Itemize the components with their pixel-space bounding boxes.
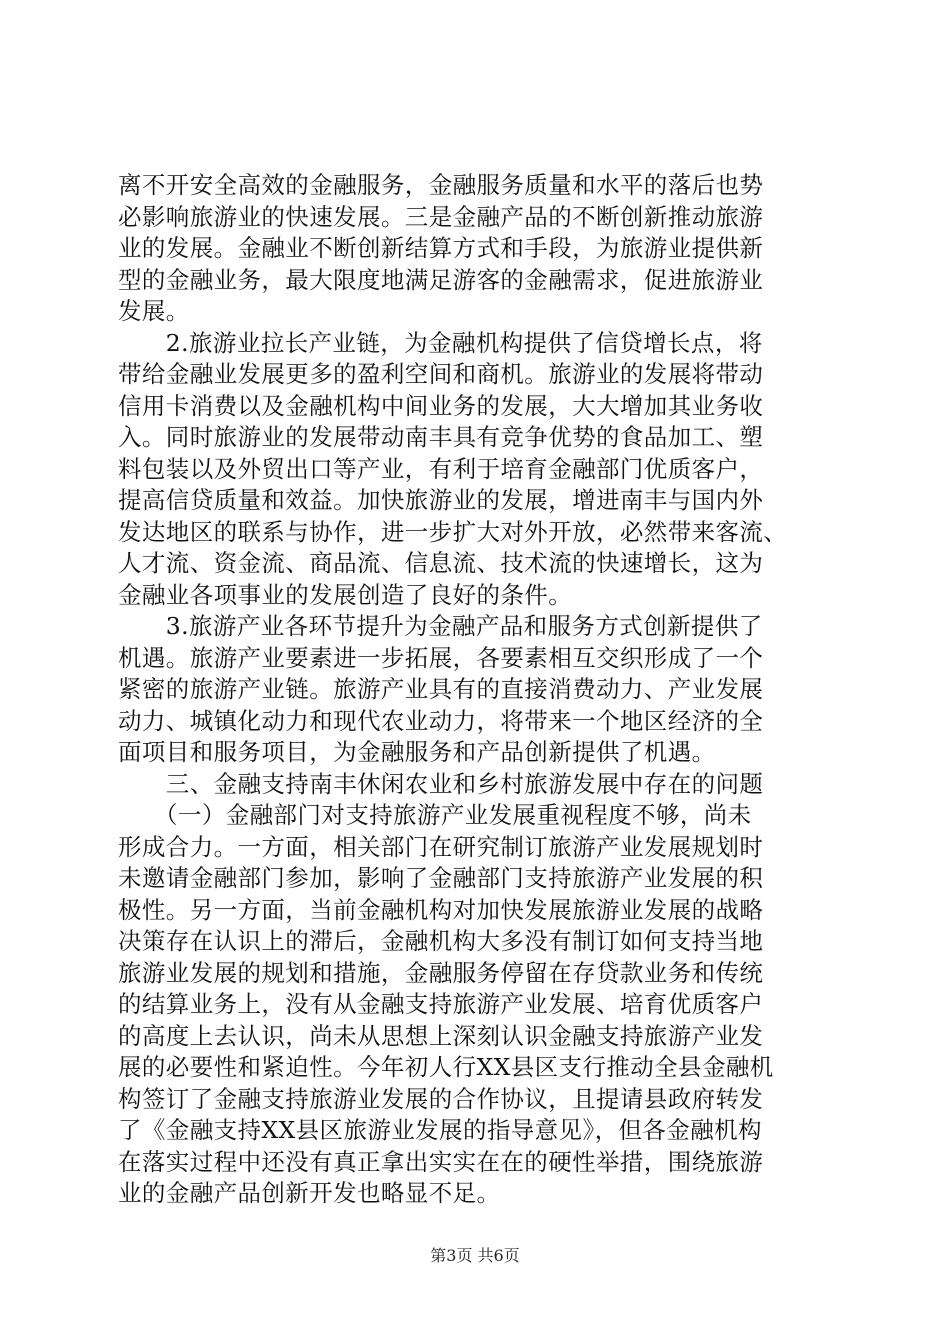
page-number-footer: 第3页 共6页 <box>430 1246 520 1265</box>
text-line: 形成合力。一方面，相关部门在研究制订旅游产业发展规划时 <box>118 832 764 861</box>
text-line: 的结算业务上，没有从金融支持旅游产业发展、培育优质客户 <box>118 990 764 1018</box>
text-line: 旅游业发展的规划和措施，金融服务停留在存贷款业务和传统 <box>118 958 764 987</box>
section-heading: 三、金融支持南丰休闲农业和乡村旅游发展中存在的问题 <box>118 769 764 798</box>
text-line: 金融业各项事业的发展创造了良好的条件。 <box>118 580 573 609</box>
text-line: 未邀请金融部门参加，影响了金融部门支持旅游产业发展的积 <box>118 864 764 892</box>
text-line: 了《金融支持XX县区旅游业发展的指导意见》，但各金融机构 <box>118 1116 762 1144</box>
text-line: 业的发展。金融业不断创新结算方式和手段，为旅游业提供新 <box>118 234 764 262</box>
text-line: 2.旅游业拉长产业链，为金融机构提供了信贷增长点，将 <box>118 328 763 357</box>
text-line: 面项目和服务项目，为金融服务和产品创新提供了机遇。 <box>118 738 716 766</box>
text-line: 紧密的旅游产业链。旅游产业具有的直接消费动力、产业发展 <box>118 675 764 703</box>
text-line: 带给金融业发展更多的盈利空间和商机。旅游业的发展将带动 <box>118 360 764 388</box>
text-line: 构签订了金融支持旅游业发展的合作协议，且提请县政府转发 <box>118 1084 764 1113</box>
text-line: 信用卡消费以及金融机构中间业务的发展，大大增加其业务收 <box>118 391 764 420</box>
text-line: （一）金融部门对支持旅游产业发展重视程度不够，尚未 <box>118 801 752 829</box>
text-line: 料包装以及外贸出口等产业，有利于培育金融部门优质客户， <box>118 454 764 483</box>
text-line: 发展。 <box>118 297 190 325</box>
text-line: 展的必要性和紧迫性。今年初人行XX县区支行推动全县金融机 <box>118 1053 774 1081</box>
text-line: 3.旅游产业各环节提升为金融产品和服务方式创新提供了 <box>118 612 763 640</box>
text-line: 入。同时旅游业的发展带动南丰具有竞争优势的食品加工、塑 <box>118 423 764 451</box>
text-line: 在落实过程中还没有真正拿出实实在在的硬性举措，围绕旅游 <box>118 1147 764 1176</box>
document-body <box>118 170 838 1210</box>
text-line: 必影响旅游业的快速发展。三是金融产品的不断创新推动旅游 <box>118 202 764 231</box>
text-line: 人才流、资金流、商品流、信息流、技术流的快速增长，这为 <box>118 549 764 577</box>
text-line: 极性。另一方面，当前金融机构对加快发展旅游业发展的战略 <box>118 895 764 924</box>
text-line: 发达地区的联系与协作，进一步扩大对外开放，必然带来客流、 <box>118 517 788 546</box>
text-line: 型的金融业务，最大限度地满足游客的金融需求，促进旅游业 <box>118 265 764 294</box>
text-line: 决策存在认识上的滞后，金融机构大多没有制订如何支持当地 <box>118 927 764 955</box>
text-line: 的高度上去认识，尚未从思想上深刻认识金融支持旅游产业发 <box>118 1021 764 1050</box>
text-line: 提高信贷质量和效益。加快旅游业的发展，增进南丰与国内外 <box>118 486 764 514</box>
text-line: 离不开安全高效的金融服务，金融服务质量和水平的落后也势 <box>118 171 764 199</box>
text-line: 机遇。旅游产业要素进一步拓展，各要素相互交织形成了一个 <box>118 643 764 672</box>
text-line: 业的金融产品创新开发也略显不足。 <box>118 1179 501 1207</box>
text-line: 动力、城镇化动力和现代农业动力，将带来一个地区经济的全 <box>118 706 764 735</box>
